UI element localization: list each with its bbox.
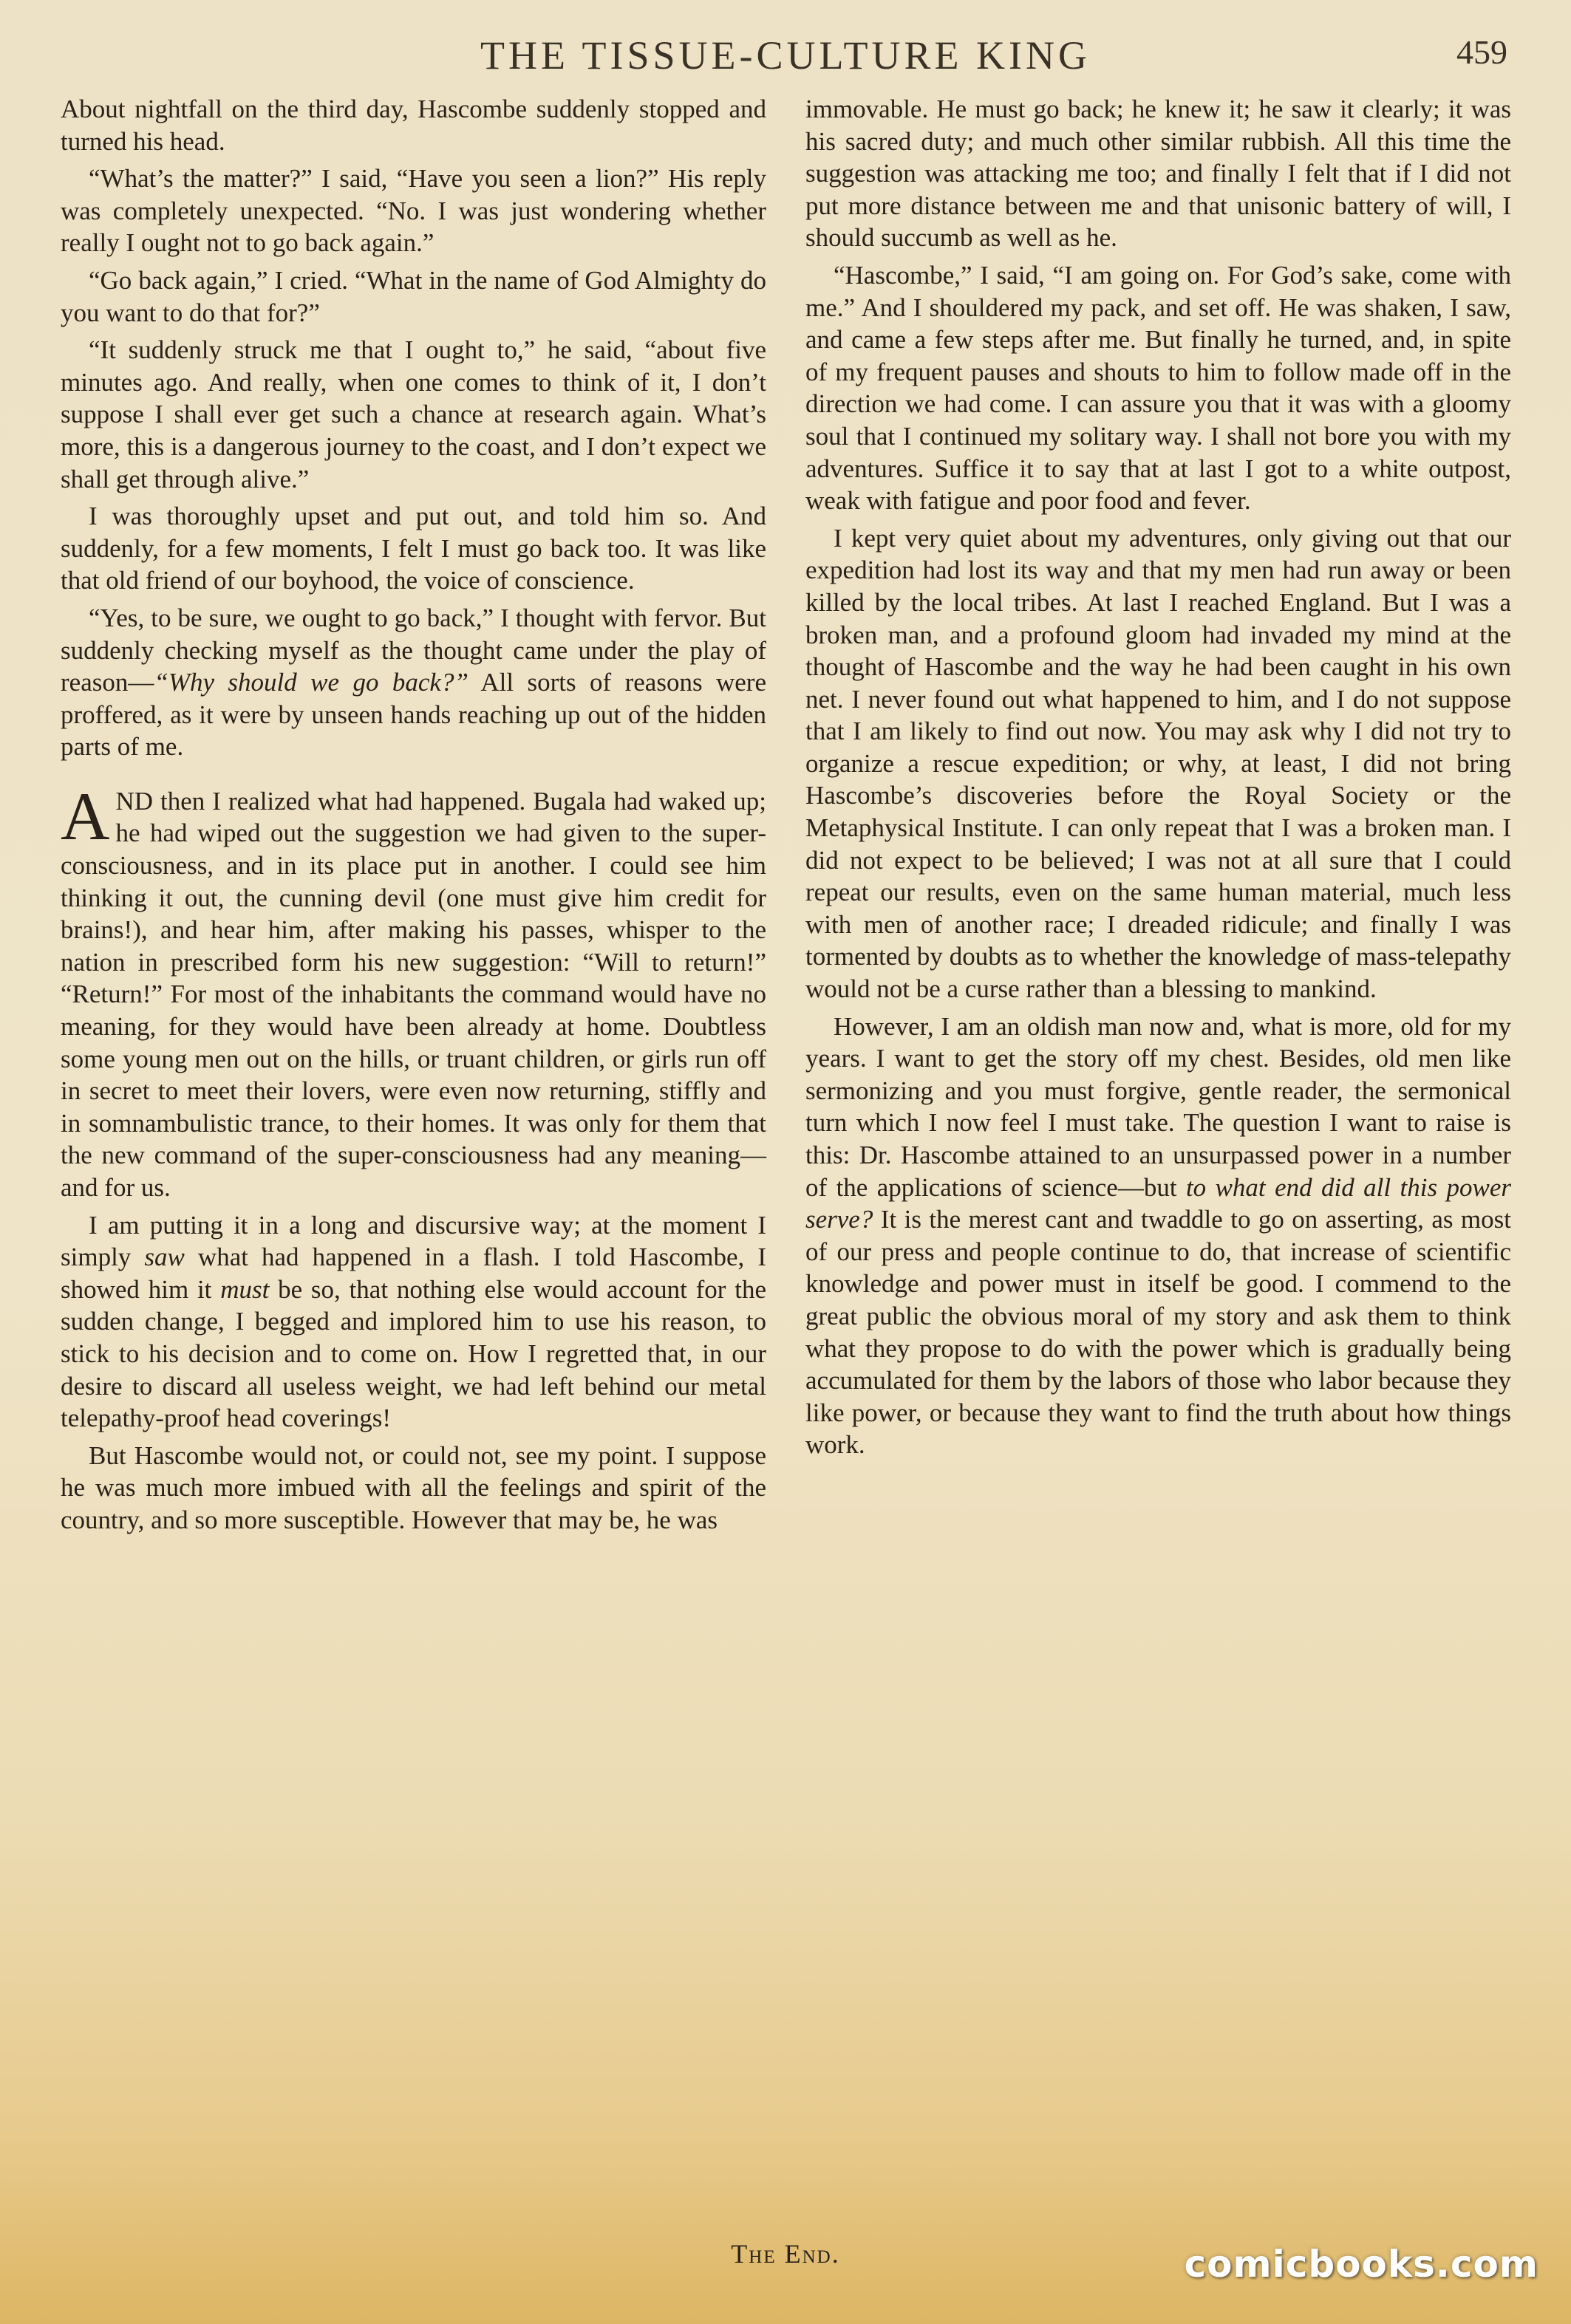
left-column [61, 93, 766, 1542]
paragraph: But Hascombe would not, or could not, see my point. I suppose he was much more imbued with all the feelings and spirit of the country, and so more susceptible. However that may be, he was [61, 1440, 766, 1534]
end-mark: The End. [731, 2239, 840, 2269]
paragraph: “Hascombe,” I said, “I am going on. For God’s sake, come with me.” And I shouldered my pack, and set off. He was shaken, I saw, and came a few steps after me. But finally he turned, and, in spite of my frequent pauses and shouts to him to follow made off in the direction we had come. I can assure you that it was with a gloomy soul that I continued my solitary way. I shall not bore you with my adventures. Suffice it to say that at last I got to a white outpost, weak with fatigue and poor food and fever. [805, 260, 1511, 516]
paragraph [61, 602, 766, 763]
paragraph: “It suddenly struck me that I ought to,” he said, “about five minutes ago. And really, when one comes to think of it, I don’t suppose I shall ever get such a chance at research again. What’s more, this is a dangerous journey to the coast, and I don’t expect we shall get through alive.” [61, 335, 766, 493]
right-column [805, 93, 1511, 1466]
section-paragraph [61, 778, 766, 1204]
drop-cap: A [61, 778, 110, 854]
running-head [0, 27, 1571, 86]
text-run: what had happened in a flash. I told Hascombe, I showed him it [61, 1243, 767, 1304]
paragraph [61, 1209, 766, 1435]
text-run: be so, that nothing else would account for the sudden change, I begged and implored him to use his reason, to stick to his decision and to come on. How I regretted that, in our desire to discard all useless weight, we had left behind our metal telepathy-proof head coverings! [61, 1274, 767, 1433]
italic-run: saw [144, 1243, 185, 1272]
text-run: It is the merest cant and twaddle to go on asserting, as most of our press and people continue to do, that increase of scientific knowledge and power must in itself be good. I commend to the great public the obvious moral of my story and ask them to think what they propose to do with the power which is gradually being accumulated for them by the labors of those who labor because they like power, or because they want to find the truth about how things work. [805, 1205, 1511, 1460]
watermark: comicbooks.com [1184, 2243, 1538, 2286]
running-title: THE TISSUE-CULTURE KING [480, 33, 1091, 78]
paragraph [805, 1011, 1511, 1461]
italic-run: to what end did all this power serve? [805, 1172, 1511, 1234]
paragraph: “Go back again,” I cried. “What in the name of God Almighty do you want to do that for?” [61, 265, 766, 327]
paragraph: “What’s the matter?” I said, “Have you seen a lion?” His reply was completely unexpected. “No. I was just wondering whether really I ought not to go back again.” [61, 164, 766, 258]
text-run: However, I am an oldish man now and, what is more, old for my years. I want to get the story off my chest. Besides, old men like sermonizing and you must forgive, gentle reader, the sermonical turn which I now feel I must take. The question I want to raise is this: Dr. Hascombe attained to an unsurpassed power in a number of the applications of science—but [805, 1011, 1511, 1202]
paragraph: immovable. He must go back; he knew it; he saw it clearly; it was his sacred duty; and much other similar rubbish. All this time the suggestion was attacking me too; and finally I felt that if I did not put more distance between me and that unisonic battery of will, I should succumb as well as he. [805, 95, 1511, 253]
text-run: ND then I realized what had happened. Bugala had waked up; he had wiped out the suggestion we had given to the super-consciousness, and in its place put in another. I could see him thinking it out, the cunning devil (one must give him credit for brains!), and hear him, after making his passes, whisper to the nation in prescribed form his new suggestion: “Will to return!” “Return!” For most of the inhabitants the command would have no meaning, for they would have been already at home. Doubtless some young men out on the hills, or truant children, or girls run off in secret to meet their lovers, were even now returning, stiffly and in somnambulistic trance, to their homes. It was only for them that the new command of the super-consciousness had any meaning—and for us. [61, 786, 766, 1202]
paragraph: About nightfall on the third day, Hascombe suddenly stopped and turned his head. [61, 95, 766, 156]
text-run: All sorts of reasons were proffered, as it were by unseen hands reaching up out of the hidden parts of me. [61, 668, 766, 762]
page-number: 459 [1456, 33, 1507, 71]
italic-run: must [220, 1274, 270, 1304]
paragraph: I was thoroughly upset and put out, and told him so. And suddenly, for a few moments, I felt I must go back too. It was like that old friend of our boyhood, the voice of conscience. [61, 502, 766, 595]
text-run: I am putting it in a long and discursive way; at the moment I simply [61, 1210, 766, 1272]
text-run: “Yes, to be sure, we ought to go back,” I thought with fervor. But suddenly checking myself as the thought came under the play of reason— [61, 603, 766, 697]
paragraph: I kept very quiet about my adventures, only giving out that our expedition had lost its way and that my men had run away or been killed by the local tribes. At last I reached England. But I was a broken man, and a profound gloom had invaded my mind at the thought of Hascombe and the way he had been caught in his own net. I never found out what happened to him, and I do not suppose that I am likely to find out now. You may ask why I did not try to organize a rescue expedition; or why, at least, I did not bring Hascombe’s discoveries before the Royal Society or the Metaphysical Institute. I can only repeat that I was a broken man. I did not expect to be believed; I was not at all sure that I could repeat our results, even on the same human material, much less with men of another race; I dreaded ridicule; and finally I was tormented by doubts as to whether the knowledge of mass-telepathy would not be a curse rather than a blessing to mankind. [805, 523, 1511, 1004]
italic-run: “Why should we go back?” [154, 668, 468, 697]
